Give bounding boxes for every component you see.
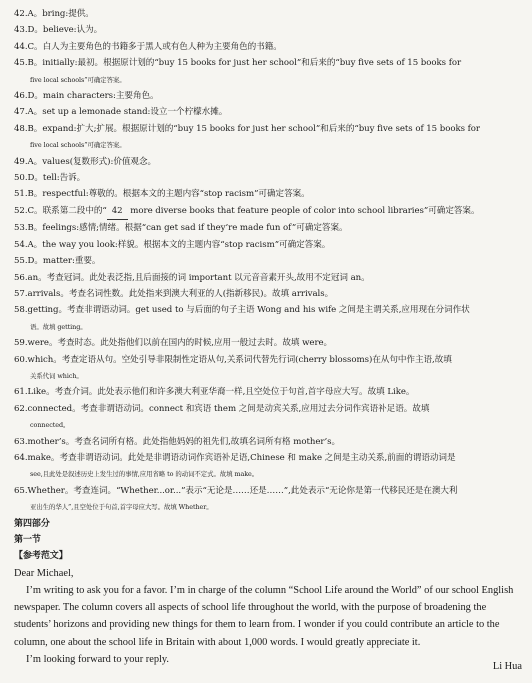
answer-text: arrivals。考查名词性数。此处指来到澳大利亚的人(指新移民)。故填 arrivals。	[27, 288, 334, 299]
answer-text: D。main characters:主要角色。	[27, 91, 159, 102]
answer-text: D。believe:认为。	[27, 25, 103, 36]
answer-text: A。the way you look:样貌。根据本文的主题内容“stop racism”可确定答案。	[27, 239, 331, 250]
answer-number: 59.	[14, 338, 28, 349]
answer-item	[14, 302, 520, 318]
answer-number: 51.	[14, 189, 28, 200]
answer-number: 61.	[14, 387, 28, 398]
answer-number: 62.	[14, 403, 28, 414]
answer-number: 60.	[14, 354, 28, 365]
answer-number: 52.	[14, 205, 28, 216]
answer-text: A。set up a lemonade stand:设立一个柠檬水摊。	[27, 107, 228, 118]
answer-number: 63.	[14, 436, 28, 447]
essay-greeting: Dear Michael,	[14, 567, 74, 579]
answer-text: which。考查定语从句。空处引导非限制性定语从句,关系词代替先行词(cherry blossoms)在从句中作主语,故填	[27, 354, 452, 365]
answer-item	[14, 121, 520, 137]
answer-item	[14, 220, 520, 236]
answer-text: more diverse books that feature people of color into school libraries”可确定答案。	[130, 205, 480, 216]
answer-item	[14, 39, 520, 55]
answer-continuation: 亚出生的华人”,且空处位于句首,首字母应大写。故填 Whether。	[30, 503, 213, 512]
answer-item	[14, 483, 520, 499]
answer-number: 58.	[14, 305, 28, 316]
answer-number: 53.	[14, 223, 28, 234]
answer-number: 54.	[14, 239, 28, 250]
answer-number: 50.	[14, 173, 28, 184]
answer-text: C。白人为主要角色的书籍多于黑人或有色人种为主要角色的书籍。	[27, 41, 282, 52]
answer-continuation: 语。故填 getting。	[30, 322, 87, 331]
answer-item	[14, 104, 520, 120]
answer-item	[14, 253, 520, 269]
blank-reference: 42	[107, 203, 128, 220]
answer-text: make。考查非谓语动词。此处是非谓语动词作宾语补足语,Chinese 和 make 之间是主动关系,前面的谓语动词是	[27, 452, 456, 463]
answer-item	[14, 450, 520, 466]
answer-number: 56.	[14, 272, 28, 283]
answer-text: Whether。考查连词。“Whether...or...”表示“无论是……还是……”,此处表示“无论你是第一代移民还是在澳大利	[27, 485, 458, 496]
answer-continuation: connected。	[30, 421, 70, 430]
answer-number: 65.	[14, 485, 28, 496]
answer-text: D。tell:告诉。	[27, 173, 86, 184]
answer-continuation: five local schools”可确定答案。	[30, 141, 126, 150]
answer-number: 43.	[14, 25, 28, 36]
answer-item	[14, 434, 520, 450]
sample-title: 【参考范文】	[14, 551, 68, 562]
answer-text: B。feelings:感情;情绪。根据“can get sad if they’re made fun of”可确定答案。	[27, 223, 348, 234]
answer-list	[14, 6, 520, 516]
answer-item	[14, 335, 520, 351]
answer-item	[14, 352, 520, 368]
essay-signature: Li Hua	[492, 661, 522, 672]
answer-item	[14, 88, 520, 104]
essay-paragraph-2: I’m looking forward to your reply.	[26, 653, 170, 665]
answer-continuation: see,且此处是叙述历史上发生过的事情,应用省略 to 的动词不定式。故填 make。	[30, 470, 259, 479]
answer-item	[14, 55, 520, 71]
answer-text: B。expand:扩大;扩展。根据原计划的“buy 15 books for just her school”和后来的“buy five sets of 15 books for	[27, 123, 480, 134]
answer-text: D。matter:重要。	[27, 256, 101, 267]
part-title: 第四部分	[14, 518, 50, 529]
answer-item	[14, 401, 520, 417]
answer-number: 44.	[14, 41, 28, 52]
answer-number: 46.	[14, 91, 28, 102]
answer-item	[14, 203, 520, 220]
answer-item	[14, 6, 520, 22]
answer-text: connected。考查非谓语动词。connect 和宾语 them 之间是动宾关系,应用过去分词作宾语补足语。故填	[27, 403, 430, 414]
answer-text: were。考查时态。此处指他们以前在国内的时候,应用一般过去时。故填 were。	[27, 338, 333, 349]
answer-text: B。initially:最初。根据原计划的“buy 15 books for just her school”和后来的“buy five sets of 15 books for	[27, 58, 462, 69]
answer-item	[14, 237, 520, 253]
answer-item	[14, 186, 520, 202]
answer-continuation: five local schools”可确定答案。	[30, 75, 126, 84]
essay-paragraph-1: I’m writing to ask you for a favor. I’m in charge of the column “School Life around the World” of our school English newspaper. The column covers all aspects of school life throughout the world, with the purpose of broadening the students’ horizons and providing new things for them to learn from. I wonder if you could contribute an article to the column, one about the school life in Britain with about 1,000 words. I would greatly appreciate it.	[14, 585, 514, 648]
answer-item	[14, 22, 520, 38]
answer-text: B。respectful:尊敬的。根据本文的主题内容“stop racism”可确定答案。	[27, 189, 310, 200]
answer-item	[14, 170, 520, 186]
answer-number: 42.	[14, 9, 28, 19]
answer-text: mother’s。考查名词所有格。此处指他妈妈的祖先们,故填名词所有格 mother’s。	[27, 436, 341, 447]
answer-number: 48.	[14, 123, 28, 134]
answer-page	[14, 6, 520, 668]
answer-text: Like。考查介词。此处表示他们和许多澳大利亚华裔一样,且空处位于句首,首字母应大写。故填 Like。	[27, 387, 415, 398]
answer-number: 45.	[14, 58, 28, 69]
answer-item	[14, 154, 520, 170]
answer-text: C。联系第二段中的“	[27, 205, 107, 216]
answer-number: 64.	[14, 452, 28, 463]
answer-text: an。考查冠词。此处表泛指,且后面接的词 important 以元音音素开头,故用不定冠词 an。	[27, 272, 370, 283]
answer-text: getting。考查非谓语动词。get used to 与后面的句子主语 Wong and his wife 之间是主谓关系,应用现在分词作状	[27, 305, 470, 316]
answer-number: 49.	[14, 156, 28, 167]
answer-item	[14, 270, 520, 286]
answer-item	[14, 384, 520, 400]
section-title: 第一节	[14, 535, 41, 545]
answer-number: 57.	[14, 288, 28, 299]
answer-text: A。bring:提供。	[27, 9, 94, 19]
answer-number: 47.	[14, 107, 28, 118]
answer-item	[14, 286, 520, 302]
answer-number: 55.	[14, 256, 28, 267]
answer-text: A。values(复数形式):价值观念。	[27, 156, 157, 167]
answer-continuation: 关系代词 which。	[30, 371, 83, 380]
